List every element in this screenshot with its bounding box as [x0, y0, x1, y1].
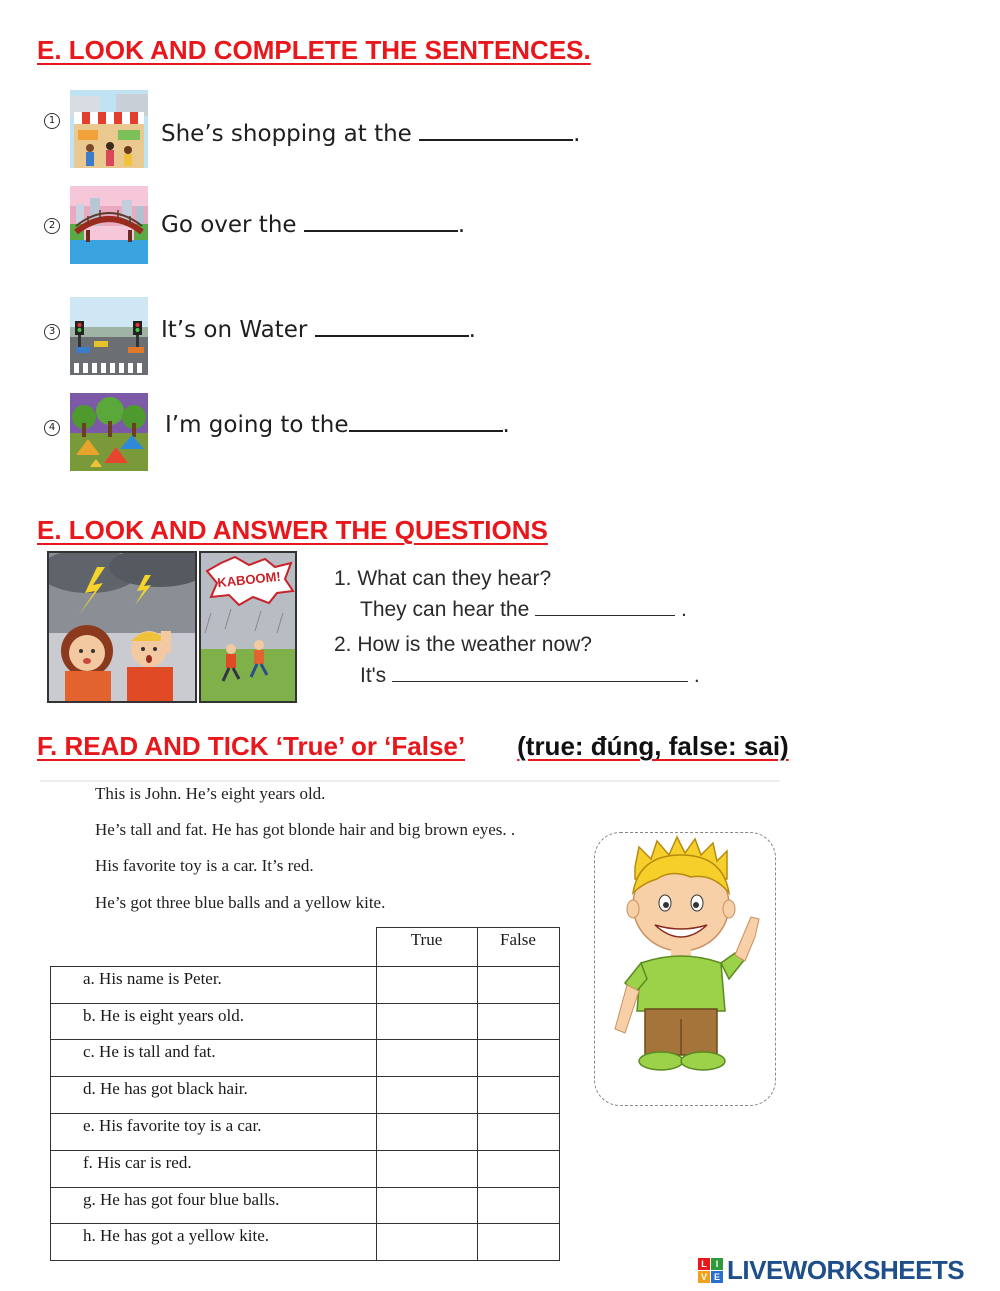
logo-tiles-icon — [698, 1258, 723, 1283]
logo-tile-l: L — [698, 1258, 710, 1270]
table-row — [51, 1150, 560, 1187]
sentence-1-text: She’s shopping at the — [161, 121, 420, 147]
section-heading-complete-sentences: E. LOOK AND COMPLETE THE SENTENCES. — [37, 35, 591, 65]
liveworksheets-logo — [698, 1254, 965, 1285]
table-row — [51, 1187, 560, 1224]
item-number-2: 2 — [44, 218, 60, 234]
table-row — [51, 1113, 560, 1150]
answer-blank-4[interactable] — [349, 412, 503, 432]
kaboom-picture — [199, 551, 297, 703]
item-number-1: 1 — [44, 113, 60, 129]
tick-true-d[interactable] — [376, 1077, 477, 1114]
sentence-4-period: . — [502, 412, 510, 438]
passage-line-3: His favorite toy is a car. It’s red. — [95, 856, 314, 875]
column-header-false: False — [477, 928, 559, 967]
table-row — [51, 1077, 560, 1114]
sentence-2-period: . — [457, 212, 466, 238]
statement-h: h. He has got a yellow kite. — [51, 1224, 377, 1261]
answer-2-period: . — [693, 664, 700, 687]
answer-blank-1[interactable] — [419, 121, 573, 141]
passage-line-1: This is John. He’s eight years old. — [95, 784, 326, 803]
tick-false-c[interactable] — [477, 1040, 559, 1077]
tick-true-c[interactable] — [376, 1040, 477, 1077]
bridge-picture — [70, 186, 148, 264]
sentence-2-text: Go over the — [161, 212, 304, 238]
statement-a: a. His name is Peter. — [51, 966, 377, 1003]
answer-1-period: . — [680, 598, 687, 621]
kaboom-text: KABOOM! — [216, 568, 282, 591]
passage-line-2: He’s tall and fat. He has got blonde hair and big brown eyes. . — [95, 820, 516, 839]
table-header-row — [51, 928, 560, 967]
boy-picture — [594, 832, 776, 1106]
campsite-picture — [70, 393, 148, 471]
header-empty-cell — [51, 928, 377, 967]
tick-true-e[interactable] — [376, 1113, 477, 1150]
tick-false-a[interactable] — [477, 966, 559, 1003]
question-2: 2. How is the weather now? — [334, 633, 592, 656]
tick-false-f[interactable] — [477, 1150, 559, 1187]
tick-false-g[interactable] — [477, 1187, 559, 1224]
street-picture — [70, 297, 148, 375]
answer-blank-3[interactable] — [315, 317, 469, 337]
statement-g: g. He has got four blue balls. — [51, 1187, 377, 1224]
sentence-4-text: I’m going to the — [165, 412, 349, 438]
question-answer-blank-1[interactable] — [535, 601, 675, 616]
answer-line-2 — [360, 664, 700, 688]
section-heading-answer-questions: E. LOOK AND ANSWER THE QUESTIONS — [37, 515, 548, 545]
storm-children-picture — [47, 551, 197, 703]
statement-c: c. He is tall and fat. — [51, 1040, 377, 1077]
statement-e: e. His favorite toy is a car. — [51, 1113, 377, 1150]
tick-false-b[interactable] — [477, 1003, 559, 1040]
market-picture — [70, 90, 148, 168]
tick-true-b[interactable] — [376, 1003, 477, 1040]
table-row — [51, 1224, 560, 1261]
question-answer-blank-2[interactable] — [392, 667, 688, 682]
question-1: 1. What can they hear? — [334, 567, 552, 590]
logo-tile-e: E — [711, 1271, 723, 1283]
logo-tile-i: I — [711, 1258, 723, 1270]
divider — [40, 780, 780, 782]
answer-line-1 — [360, 598, 687, 622]
statement-d: d. He has got black hair. — [51, 1077, 377, 1114]
sentence-3-period: . — [468, 317, 476, 343]
passage-line-4: He’s got three blue balls and a yellow kite. — [95, 893, 386, 912]
table-row — [51, 966, 560, 1003]
translation-note: (true: đúng, false: sai) — [517, 731, 789, 761]
table-row — [51, 1040, 560, 1077]
section-heading-true-false — [37, 731, 789, 762]
column-header-true: True — [376, 928, 477, 967]
item-number-3: 3 — [44, 324, 60, 340]
sentence-4 — [165, 412, 510, 438]
tick-true-g[interactable] — [376, 1187, 477, 1224]
tick-true-a[interactable] — [376, 966, 477, 1003]
sentence-2 — [161, 212, 465, 238]
sentence-1 — [161, 121, 580, 147]
answer-2-text: It's — [360, 664, 393, 687]
sentence-1-period: . — [573, 121, 581, 147]
true-false-table — [50, 927, 560, 1261]
tick-false-e[interactable] — [477, 1113, 559, 1150]
tick-false-d[interactable] — [477, 1077, 559, 1114]
logo-text: LIVEWORKSHEETS — [727, 1254, 965, 1285]
tick-false-h[interactable] — [477, 1224, 559, 1261]
true-false-heading-text: F. READ AND TICK ‘True’ or ‘False’ — [37, 731, 466, 761]
tick-true-h[interactable] — [376, 1224, 477, 1261]
answer-1-text: They can hear the — [360, 598, 536, 621]
statement-b: b. He is eight years old. — [51, 1003, 377, 1040]
item-number-4: 4 — [44, 420, 60, 436]
sentence-3-text: It’s on Water — [161, 317, 315, 343]
sentence-3 — [161, 317, 476, 343]
table-row — [51, 1003, 560, 1040]
answer-blank-2[interactable] — [304, 212, 458, 232]
tick-true-f[interactable] — [376, 1150, 477, 1187]
statement-f: f. His car is red. — [51, 1150, 377, 1187]
logo-tile-v: V — [698, 1271, 710, 1283]
